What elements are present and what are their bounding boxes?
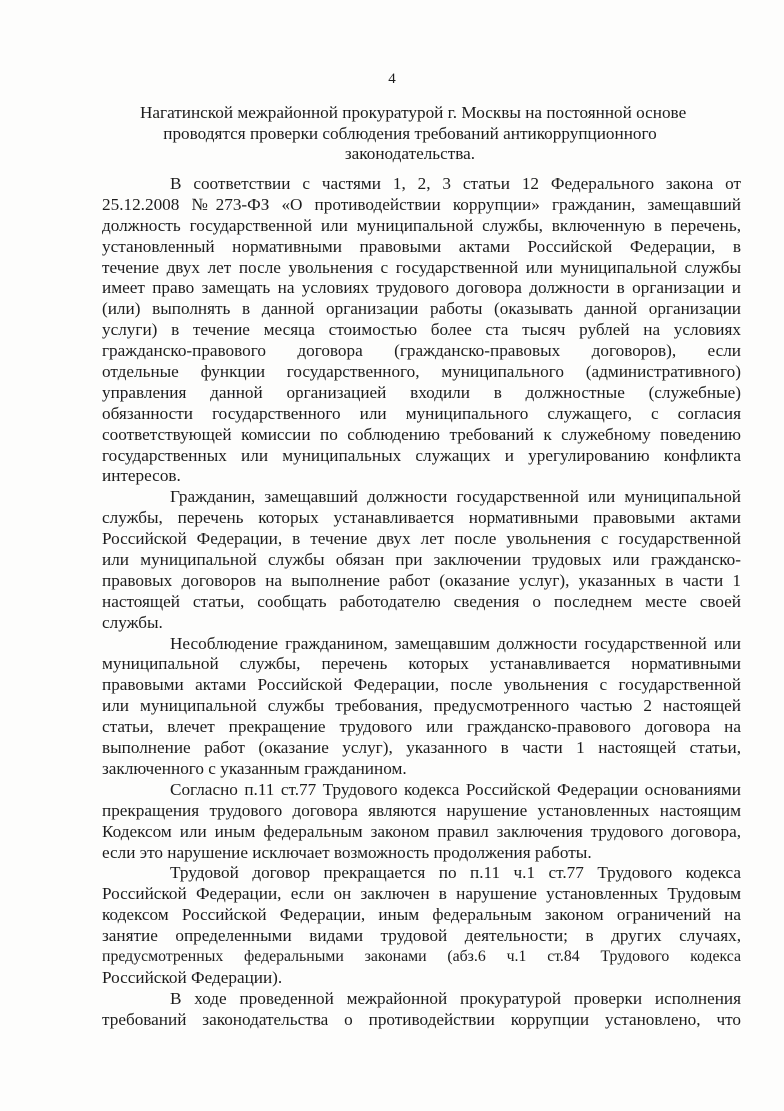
paragraph-line: Согласно п.11 ст.77 Трудового кодекса Российской Федерации основаниями	[170, 779, 741, 799]
paragraph-line: или муниципальной службы требования, предусмотренного частью 2 настоящей	[102, 696, 741, 716]
paragraph-line: правовых договоров на выполнение работ (оказание услуг), указанных в части 1	[102, 570, 741, 590]
paragraph-line: Трудовой договор прекращается по п.11 ч.1 ст.77 Трудового кодекса	[170, 863, 741, 883]
paragraph-line: предусмотренных федеральными законами (абз.6 ч.1 ст.84 Трудового кодекса	[102, 947, 741, 965]
heading-line: законодательства.	[344, 144, 476, 164]
paragraph-line: статьи, влечет прекращение трудового или гражданско-правового договора на	[102, 717, 741, 737]
heading-line: Нагатинской межрайонной прокуратурой г. Москвы на постоянной основе	[140, 103, 687, 122]
paragraph-line: должность государственной или муниципальной службы, включенную в перечень,	[102, 215, 741, 235]
paragraph-line: занятие определенными видами трудовой деятельности; в других случаях,	[102, 926, 741, 946]
document-body	[102, 174, 741, 1031]
paragraph-line: государственных или муниципальных служащих и урегулированию конфликта	[102, 445, 741, 465]
paragraph-line: услуги) в течение месяца стоимостью более ста тысяч рублей на условиях	[102, 320, 741, 340]
paragraph-line: 25.12.2008 №273-ФЗ «О противодействии коррупции» гражданин, замещавший	[102, 194, 741, 214]
paragraph-line: установленный нормативными правовыми актами Российской Федерации, в	[102, 236, 741, 256]
paragraph	[102, 863, 741, 988]
paragraph-line: Российской Федерации, если он заключен в нарушение установленных Трудовым	[102, 884, 741, 904]
paragraph-line: кодексом Российской Федерации, иным федеральным законом ограничений на	[102, 905, 741, 925]
paragraph-line: (или) выполнять в данной организации работы (оказывать данной организации	[102, 299, 741, 319]
paragraph-line: В ходе проведенной межрайонной прокуратурой проверки исполнения	[170, 988, 741, 1008]
paragraph-line: Российской Федерации).	[102, 967, 283, 987]
paragraph-line: службы.	[102, 612, 163, 632]
paragraph-line: Российской Федерации, в течение двух лет после увольнения с государственной	[102, 529, 741, 549]
paragraph	[102, 487, 741, 633]
paragraph-line: Несоблюдение гражданином, замещавшим должности государственной или	[170, 633, 741, 653]
paragraph-line: Гражданин, замещавший должности государственной или муниципальной	[170, 487, 741, 507]
page-number: 4	[388, 71, 396, 87]
paragraph-line: интересов.	[102, 466, 181, 486]
paragraph-line: гражданско-правового договора (гражданско-правовых договоров), если	[102, 341, 741, 361]
paragraph-line: если это нарушение исключает возможность продолжения работы.	[102, 842, 592, 862]
paragraph-line: обязанности государственного или муниципального служащего, с согласия	[102, 403, 741, 423]
paragraph-line: В соответствии с частями 1, 2, 3 статьи 12 Федерального закона от	[170, 174, 741, 193]
paragraph-line: Кодексом или иным федеральным законом правил заключения трудового договора,	[102, 821, 741, 841]
paragraph-line: отдельные функции государственного, муниципального (административного)	[102, 362, 741, 382]
paragraph-line: заключенного с указанным гражданином.	[102, 758, 407, 778]
paragraph-line: выполнение работ (оказание услуг), указанного в части 1 настоящей статьи,	[102, 738, 741, 758]
paragraph-line: требований законодательства о противодействии коррупции установлено, что	[102, 1009, 741, 1029]
paragraph-line: имеет право замещать на условиях трудового договора должности в организации и	[102, 278, 741, 298]
document-heading	[140, 103, 687, 165]
paragraph-line: соответствующей комиссии по соблюдению требований к служебному поведению	[102, 424, 741, 444]
paragraph-line: правовыми актами Российской Федерации, после увольнения с государственной	[102, 675, 741, 695]
heading-line: проводятся проверки соблюдения требований антикоррупционного	[163, 123, 657, 143]
paragraph-line: настоящей статьи, сообщать работодателю сведения о последнем месте своей	[102, 591, 741, 611]
paragraph-line: службы, перечень которых устанавливается нормативными правовыми актами	[102, 508, 741, 528]
paragraph-line: управления данной организацией входили в должностные (служебные)	[102, 382, 741, 402]
paragraph	[102, 989, 741, 1031]
paragraph	[102, 634, 741, 780]
paragraph	[102, 780, 741, 864]
paragraph-line: муниципальной службы, перечень которых устанавливается нормативными	[102, 654, 741, 674]
paragraph	[102, 174, 741, 487]
paragraph-line: прекращения трудового договора являются нарушение установленных настоящим	[102, 800, 741, 820]
paragraph-line: или муниципальной службы обязан при заключении трудовых или гражданско-	[102, 550, 741, 570]
paragraph-line: течение двух лет после увольнения с государственной или муниципальной службы	[102, 257, 741, 277]
